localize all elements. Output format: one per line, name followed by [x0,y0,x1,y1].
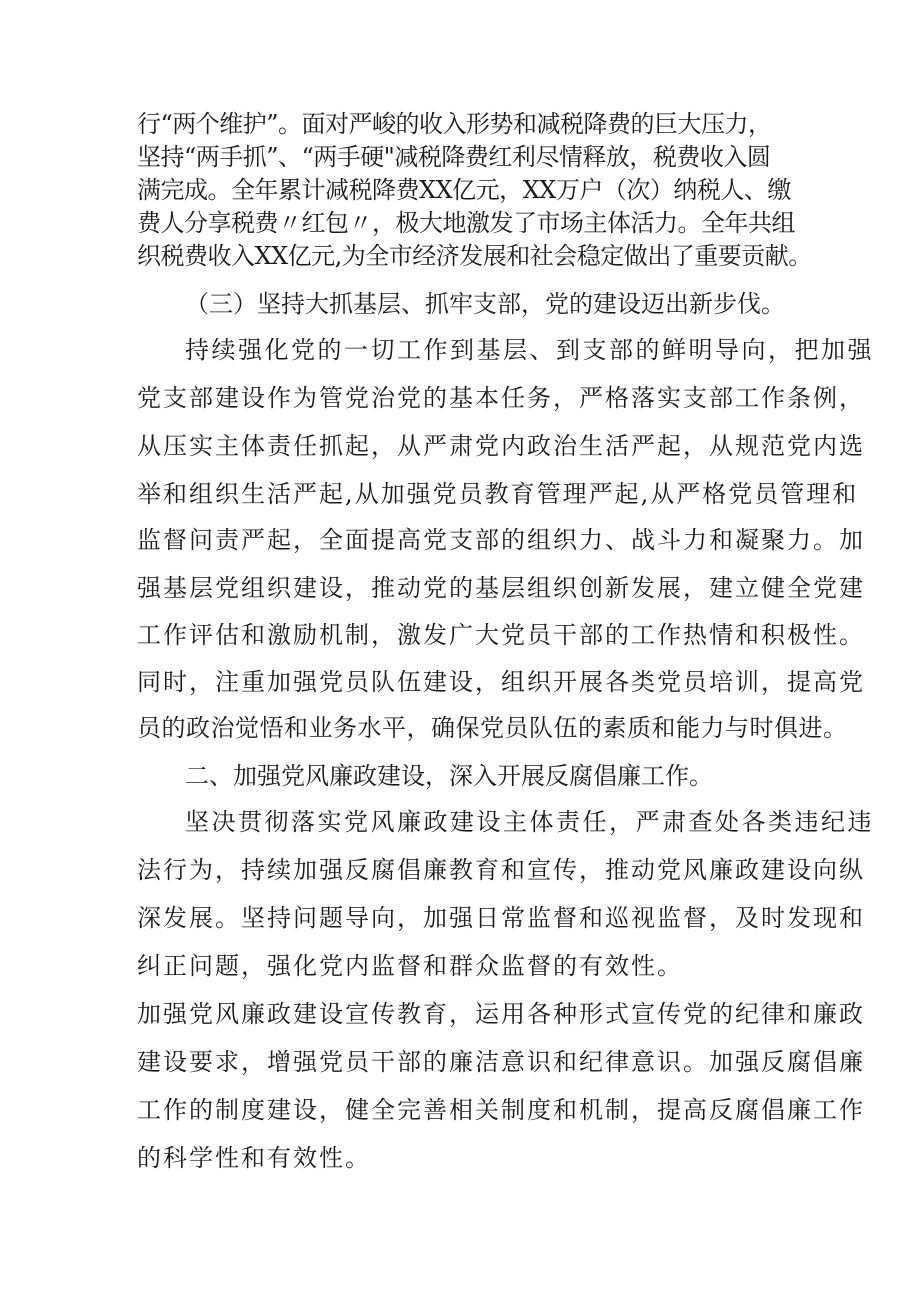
text-line: 深发展。坚持问题导向，加强日常监督和巡视监督，及时发现和 [137,904,865,932]
text-line: 举和组织生活严起,从加强党员教育管理严起,从严格党员管理和 [137,480,859,508]
text-line: 行“两个维护”。面对严峻的收入形势和减税降费的巨大压力， [137,110,772,138]
text-line: 坚持“两手抓”、“两手硬"减税降费红利尽情释放，税费收入圆 [137,143,771,171]
text-line: 强基层党组织建设，推动党的基层组织创新发展，建立健全党建 [137,574,865,602]
text-line: 员的政治觉悟和业务水平，确保党员队伍的素质和能力与时俱进。 [137,714,848,742]
text-line: 同时，注重加强党员队伍建设，组织开展各类党员培训，提高党 [137,668,865,696]
text-line: 纠正问题，强化党内监督和群众监督的有效性。 [137,952,683,980]
text-line: 织税费收入XX亿元,为全市经济发展和社会稳定做出了重要贡献。 [137,242,812,270]
section-heading: 二、加强党风廉政建设，深入开展反腐倡廉工作。 [185,762,713,790]
text-line: 法行为，持续加强反腐倡廉教育和宣传，推动党风廉政建设向纵 [137,856,865,884]
text-line: 坚决贯彻落实党风廉政建设主体责任，严肃查处各类违纪违 [185,808,874,836]
text-line: 监督问责严起，全面提高党支部的组织力、战斗力和凝聚力。加 [137,526,865,554]
text-line: 的科学性和有效性。 [137,1144,371,1172]
text-line: 费人分享税费〃红包〃，极大地激发了市场主体活力。全年共组 [137,209,795,237]
text-line: 工作的制度建设，健全完善相关制度和机制，提高反腐倡廉工作 [137,1096,865,1124]
text-line: 党支部建设作为管党治党的基本任务，严格落实支部工作条例， [137,384,865,412]
text-line: 工作评估和激励机制，激发广大党员干部的工作热情和积极性。 [137,621,865,649]
text-line: 加强党风廉政建设宣传教育，运用各种形式宣传党的纪律和廉政 [137,1000,865,1028]
text-line: 持续强化党的一切工作到基层、到支部的鲜明导向，把加强 [185,336,874,364]
text-line: 满完成。全年累计减税降费XX亿元，XX万户（次）纳税人、缴 [137,176,791,204]
text-line: 从压实主体责任抓起，从严肃党内政治生活严起，从规范党内选 [137,432,865,460]
text-line: 建设要求，增强党员干部的廉洁意识和纪律意识。加强反腐倡廉 [137,1048,865,1076]
section-heading: （三）坚持大抓基层、抓牢支部，党的建设迈出新步伐。 [185,290,785,318]
